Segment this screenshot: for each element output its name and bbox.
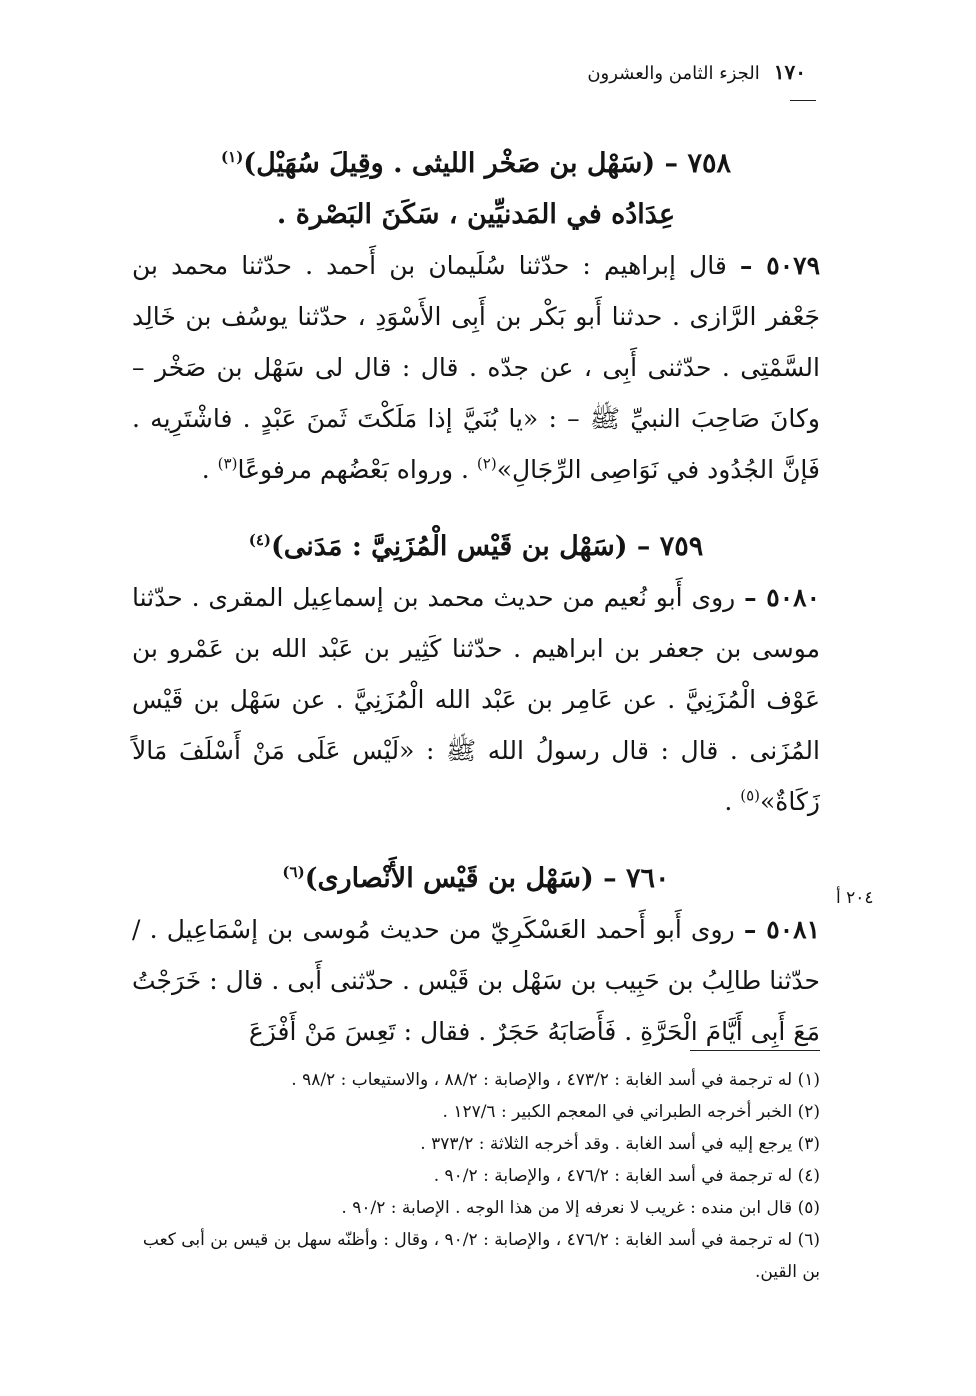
entry-heading-759 [132, 521, 820, 572]
footnote-4: (٤) له ترجمة في أسد الغابة : ٤٧٦/٢ ، والإصابة : ٩٠/٢ . [433, 1166, 820, 1186]
paragraph-text: روى أَبو أَحمد العَسْكَرِيّ من حديث مُوسى بن إسْمَاعِيل . / حدّثنا طالِبُ بن حَبِيب بن سَهْل بن قَيْس . حدّثنى أَبى . قال : خَرَجْتُ مَعَ أَبِى أَيَّامَ الْحَرَّةِ . فَأَصَابَهُ حَجَرٌ . فقال : تَعِسَ مَنْ أَفْزَعَ [132, 915, 820, 1046]
hadith-paragraph-5081 [132, 904, 820, 1057]
section-gap [132, 827, 820, 853]
footnote-3: (٣) يرجع إليه في أسد الغابة . وقد أخرجه الثلاثة : ٣٧٣/٢ . [420, 1134, 820, 1154]
header-rule [790, 100, 816, 101]
entry-subheading-758: عِدَادُه في المَدنيِّين ، سَكَنَ البَصْرة . [276, 199, 676, 230]
paragraph-text: قال إبراهيم : حدّثنا سُلَيمان بن أَحمد . حدّثنا محمد بن جَعْفر الرَّازى . حدثنا أَبو بَكْر بن أَبِى الأَسْوَدِ ، حدّثنا يوسُف بن خَالِد السَّمْتِى . حدّثنى أَبِى ، عن جدّه . قال : قال لى سَهْل بن صَخْر – وكانَ صَاحِبَ النبيِّ ﷺ – : «يا بُنَيَّ إذا مَلَكْتَ ثَمنَ عَبْدٍ . فاشْتَرِيه . فَإنَّ الجُدُود في نَوَاصِى الرِّجَالِ» [132, 251, 820, 484]
footnote-1: (١) له ترجمة في أسد الغابة : ٤٧٣/٢ ، والإصابة : ٨٨/٢ ، والاستيعاب : ٩٨/٢ . [291, 1070, 820, 1090]
paragraph-end: . [724, 787, 733, 816]
footnote-ref: (٣) [217, 454, 238, 473]
hadith-paragraph-5079 [132, 240, 820, 495]
paragraph-number: ٥٠٨١ – [743, 915, 820, 944]
footnote-ref: (٦) [282, 863, 305, 881]
footnote-6: (٦) له ترجمة في أسد الغابة : ٤٧٦/٢ ، والإصابة : ٩٠/٢ ، وقال : وأظنّه سهل بن قيس بن أبى كعب بن القين. [142, 1230, 820, 1282]
section-gap [132, 495, 820, 521]
paragraph-text: روى أَبو نُعيم من حديث محمد بن إسماعِيل المقرى . حدّثنا موسى بن جعفر بن ابراهيم . حدّثنا كَثِير بن عَبْد الله بن عَمْرو بن عَوْف الْمُزَنِيَّ . عن عَامِر بن عَبْد الله الْمُزَنِيَّ . عن سَهْل بن قَيْس المُزَنى . قال : قال رسولُ الله ﷺ : «لَيْس عَلَى مَنْ أَسْلَفَ مَالاً زَكَاةٌ» [132, 583, 820, 816]
footnotes [132, 1064, 820, 1288]
entry-heading-text: ٧٥٨ – (سَهْل بن صَخْر الليثى . وقِيلَ سُهَيْل) [243, 148, 731, 179]
paragraph-number: ٥٠٨٠ – [744, 583, 820, 612]
page-number: ١٧٠ [773, 60, 806, 84]
footnote-rule [690, 1050, 820, 1051]
main-text [132, 138, 820, 1057]
footnote-ref: (٥) [740, 786, 760, 805]
manuscript-folio-note: ٢٠٤ أ [836, 888, 874, 908]
entry-heading-text: ٧٦٠ – (سَهْل بن قَيْس الأَنْصارى) [304, 863, 670, 894]
running-head [587, 60, 806, 84]
running-title: الجزء الثامن والعشرون [587, 63, 760, 84]
footnote-ref: (٤) [248, 531, 271, 549]
footnote-2: (٢) الخبر أخرجه الطبراني في المعجم الكبير : ١٢٧/٦ . [442, 1102, 820, 1122]
paragraph-number: ٥٠٧٩ – [739, 251, 820, 280]
footnote-ref: (٢) [476, 454, 497, 473]
footnote-ref: (١) [221, 148, 244, 166]
paragraph-end: . [201, 455, 210, 484]
entry-heading-text: ٧٥٩ – (سَهْل بن قَيْس الْمُزَنِيَّ : مَدَنى) [270, 531, 704, 562]
paragraph-tail: . ورواه بَعْضُهم مرفوعًا [237, 455, 469, 484]
hadith-paragraph-5080 [132, 572, 820, 827]
footnote-5: (٥) قال ابن منده : غريب لا نعرفه إلا من هذا الوجه . الإصابة : ٩٠/٢ . [341, 1198, 820, 1218]
entry-heading-760 [132, 853, 820, 904]
entry-heading-758 [132, 138, 820, 189]
